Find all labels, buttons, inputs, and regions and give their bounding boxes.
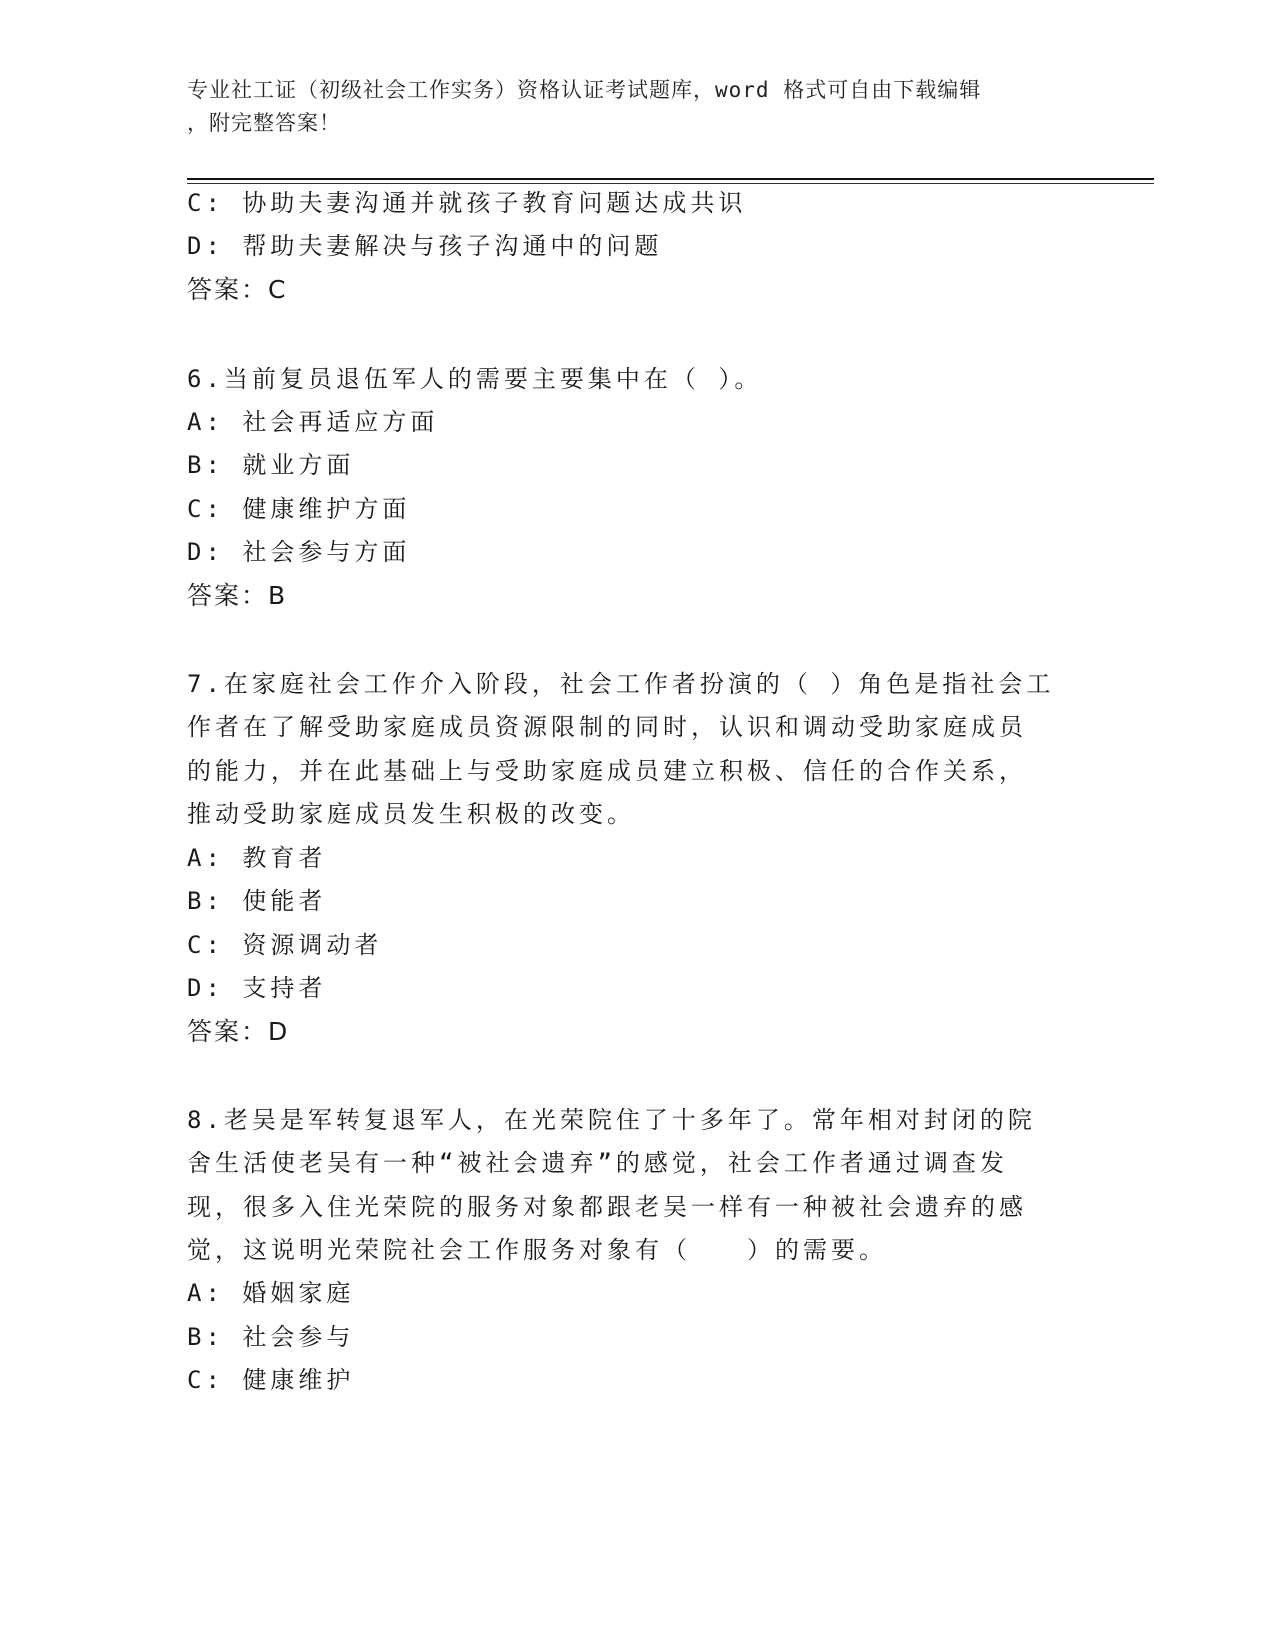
question-8-line-3: 现，很多入住光荣院的服务对象都跟老吴一样有一种被社会遗弃的感 <box>187 1193 1027 1221</box>
question-7-line-3: 的能力，并在此基础上与受助家庭成员建立积极、信任的合作关系， <box>187 757 1027 785</box>
answer-line: 答案：B <box>187 581 288 610</box>
option-b: B: 使能者 <box>187 887 327 915</box>
option-a: A: 教育者 <box>187 844 327 872</box>
option-a: A: 婚姻家庭 <box>187 1279 355 1307</box>
question-7-line-2: 作者在了解受助家庭成员资源限制的同时，认识和调动受助家庭成员 <box>187 713 1027 741</box>
answer-line: 答案：C <box>187 275 288 304</box>
option-c: C: 健康维护 <box>187 1366 355 1394</box>
option-c: C: 协助夫妻沟通并就孩子教育问题达成共识 <box>187 189 747 217</box>
header-line-1: 专业社工证（初级社会工作实务）资格认证考试题库，word 格式可自由下载编辑 <box>187 78 982 102</box>
option-c: C: 健康维护方面 <box>187 495 411 523</box>
question-8-line-4: 觉，这说明光荣院社会工作服务对象有（ ）的需要。 <box>187 1236 887 1264</box>
option-a: A: 社会再适应方面 <box>187 408 439 436</box>
document-header <box>187 74 1067 140</box>
option-d: D: 社会参与方面 <box>187 538 411 566</box>
header-divider-thin <box>187 183 1154 184</box>
header-line-2: ，附完整答案！ <box>187 111 341 135</box>
option-b: B: 社会参与 <box>187 1323 355 1351</box>
option-d: D: 帮助夫妻解决与孩子沟通中的问题 <box>187 232 663 260</box>
header-divider-thick <box>187 178 1154 180</box>
question-8-line-2: 舍生活使老吴有一种“被社会遗弃”的感觉，社会工作者通过调查发 <box>187 1149 1008 1177</box>
option-b: B: 就业方面 <box>187 451 355 479</box>
option-c: C: 资源调动者 <box>187 931 383 959</box>
question-8-line-1: 8.老吴是军转复退军人，在光荣院住了十多年了。常年相对封闭的院 <box>187 1106 1036 1134</box>
question-6: 6.当前复员退伍军人的需要主要集中在（ ）。 <box>187 365 763 393</box>
question-7-line-1: 7.在家庭社会工作介入阶段，社会工作者扮演的（ ）角色是指社会工 <box>187 670 1055 698</box>
answer-line: 答案：D <box>187 1017 290 1046</box>
option-d: D: 支持者 <box>187 974 327 1002</box>
question-7-line-4: 推动受助家庭成员发生积极的改变。 <box>187 800 635 828</box>
